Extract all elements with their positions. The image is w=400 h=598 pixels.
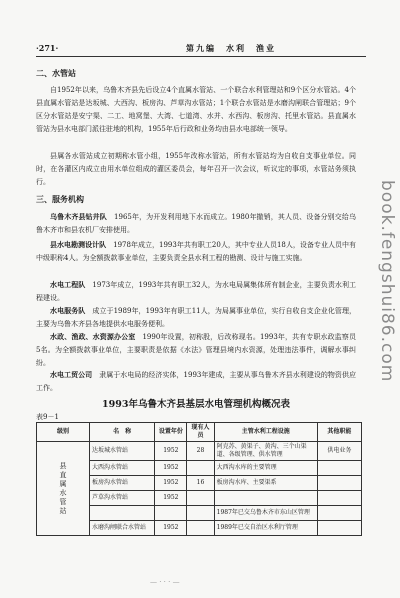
- station-other: [317, 461, 361, 476]
- station-facilities: 1987年已交乌鲁木齐市东山区管理: [214, 506, 317, 521]
- station-facilities: 板房沟水库、主要渠系: [214, 476, 317, 491]
- paragraph-stations-1: 自1952年以来，乌鲁木齐县先后设立4个直属水管站、一个联合水利管理站和9个区分水管站。4个县直属水管站是达坂城、大西沟、板房沟、芦草沟水管站；1个联合水管站是水磨沟闸联合管理站；9个区分水管站是安宁渠、二工、地窝堡、大湾、七道湾、水并、水西沟、板房沟、托里水管站。县直属水管站为县水电部门派往驻地的机构，1955年后行政和业务均由县水电部统一领导。: [36, 86, 356, 133]
- station-staff: 16: [187, 476, 214, 491]
- station-year: [155, 506, 187, 521]
- station-staff: [187, 461, 214, 476]
- service-survey-text: 1978年成立，1993年共有职工20人，其中专业人员18人，设备专业人员中有中级职称4人。为全额拨款事业单位，主要负责全县水利工程的勘测、设计与施工实施。: [36, 241, 357, 262]
- station-staff: [187, 506, 214, 521]
- station-name: 大西沟水管站: [90, 461, 155, 476]
- station-facilities: 1989年已交自治区水利厅管理: [214, 521, 317, 536]
- service-survey-name: 县水电勘测设计队: [50, 240, 107, 249]
- page-header: [36, 40, 366, 56]
- page-footer: — · · · —: [150, 578, 180, 586]
- station-year: 1952: [155, 442, 187, 461]
- station-year: 1952: [155, 491, 187, 506]
- page-number: ·271·: [36, 43, 59, 53]
- section-title-stations: 二、水管站: [36, 68, 76, 78]
- watermark: book.fengshui86.com: [377, 180, 397, 383]
- table-number: 表9－1: [36, 413, 59, 421]
- table-title: 1993年乌鲁木齐县基层水电管理机构概况表: [102, 399, 290, 410]
- paragraph-service-drilling: [36, 210, 356, 237]
- table-row: [37, 442, 362, 461]
- header-rule: [36, 56, 366, 57]
- station-facilities: 大西沟水库的主要管理: [214, 461, 317, 476]
- station-other: [317, 506, 361, 521]
- service-trade-text: 隶属于水电局的经济实体，1993年建成，主要从事乌鲁木齐县水利建设的物资供应工作。: [36, 371, 356, 392]
- header-name: 名 称: [90, 423, 155, 442]
- station-other: [317, 521, 361, 536]
- section-title-services: 三、服务机构: [36, 194, 84, 204]
- service-drilling-text: 1965年，为开发利用地下水而成立。1980年撤销，其人员、设备分别交给乌鲁木齐市和县农机厂安排使用。: [36, 213, 357, 234]
- paragraph-service-water-admin: [36, 330, 356, 370]
- station-other: 供电业务: [317, 442, 361, 461]
- station-facilities: [214, 491, 317, 506]
- station-other: [317, 491, 361, 506]
- running-head: 第九编 水利 渔业: [186, 43, 276, 53]
- paragraph-stations-2: 县属各水管站成立初期称水管小组，1955年改称水管站，所有水管站均为自收自支事业单位。同时，在各灌区内成立由用水单位组成的灌区委员会，每年召开一次会议，听议定的事项，水管站务须执行。: [36, 152, 356, 186]
- header-other: 其他职能: [317, 423, 361, 442]
- service-trade-name: 水电工贸公司: [50, 370, 93, 379]
- facilities-table: [36, 422, 362, 536]
- station-year: 1952: [155, 461, 187, 476]
- table-header-row: [37, 423, 362, 442]
- station-name: 水磨沟闸联合水管站: [90, 521, 155, 536]
- station-staff: 28: [187, 442, 214, 461]
- category-cell: 县直属水管站: [37, 442, 90, 536]
- station-name: [90, 506, 155, 521]
- service-team-name: 水电服务队: [50, 306, 86, 315]
- header-facilities: 主管水利工程设施: [214, 423, 317, 442]
- station-name: 达坂城水管站: [90, 442, 155, 461]
- service-team-text: 成立于1989年，1993年有职工11人，为局属事业单位，实行自收自支企业化管理，主要为乌鲁木齐县各地提供水电服务便利。: [36, 307, 357, 328]
- paragraph-service-team: [36, 304, 356, 331]
- paragraph-service-survey: [36, 238, 356, 265]
- station-name: 板房沟水管站: [90, 476, 155, 491]
- service-drilling-name: 乌鲁木齐县钻井队: [50, 212, 107, 221]
- service-water-admin-text: 1990年设置，初称股，后改称现名。1993年，共有专职水政监察员5名。为全额拨款事业单位，主要职责是依据《水法》管理县境内水资源，处理违法事件，调解水事纠纷。: [36, 333, 357, 367]
- header-year: 设置年份: [155, 423, 187, 442]
- station-other: [317, 476, 361, 491]
- header-level: 级别: [37, 423, 90, 442]
- service-engineering-text: 1973年成立，1993年共有职工32人，为水电局属集体所有制企业，主要负责水利工程建设。: [36, 281, 357, 302]
- header-staff: 现有人员: [187, 423, 214, 442]
- service-engineering-name: 水电工程队: [50, 280, 86, 289]
- service-water-admin-name: 水政、渔政、水资源办公室: [50, 332, 136, 341]
- paragraph-service-engineering: [36, 278, 356, 305]
- paragraph-service-trade: [36, 368, 356, 395]
- station-staff: [187, 521, 214, 536]
- station-facilities: 阿克苏、黄渠子、黄沟、三个山渠道、各级管理、供水管理: [214, 442, 317, 461]
- station-staff: [187, 491, 214, 506]
- station-year: 1952: [155, 476, 187, 491]
- station-year: 1952: [155, 521, 187, 536]
- station-name: 芦草沟水管站: [90, 491, 155, 506]
